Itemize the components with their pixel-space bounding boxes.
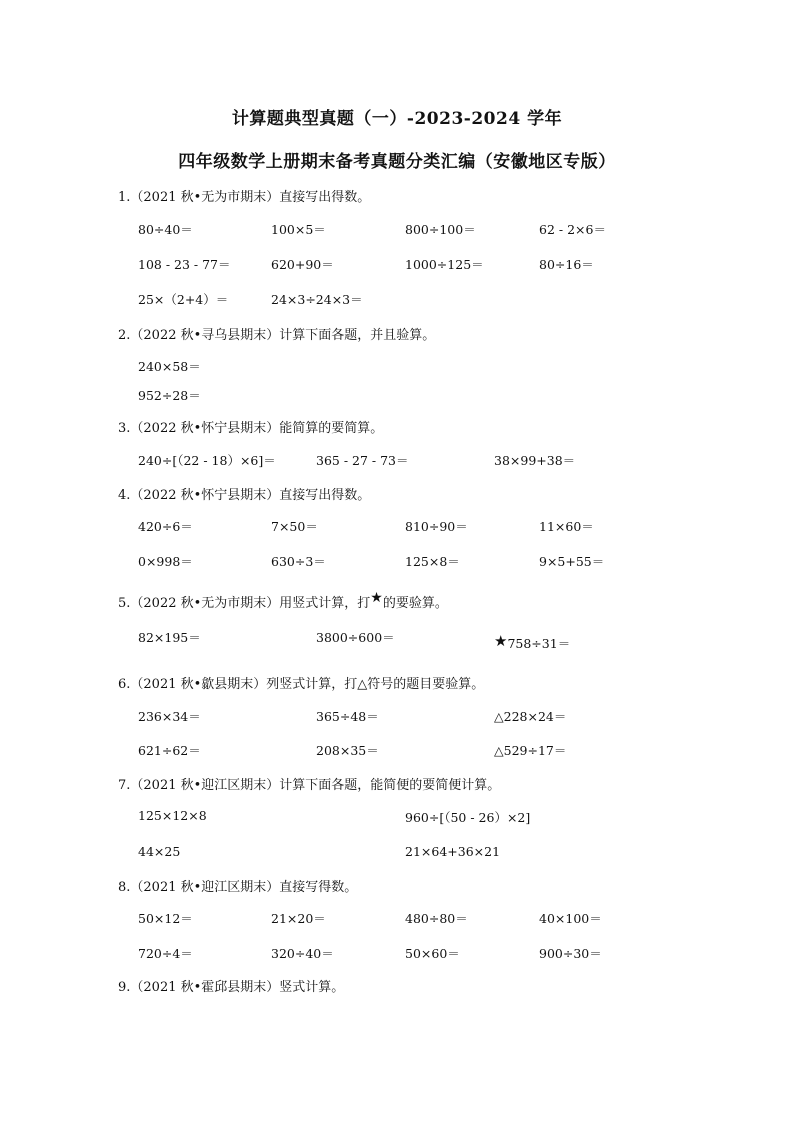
question-1-row-2 (0, 255, 794, 275)
question-9-label: 9.（2021 秋•霍邱县期末）竖式计算。 (118, 980, 345, 995)
problem: 50×12＝ (138, 911, 193, 926)
problem: 80÷40＝ (138, 222, 193, 237)
question-2-row-2 (0, 386, 794, 406)
problem: 40×100＝ (539, 911, 602, 926)
question-1-row-3 (0, 290, 794, 310)
problem: 240÷[（22 - 18）×6]＝ (138, 453, 276, 468)
problem-starred (494, 634, 570, 652)
problem: 9×5+55＝ (539, 554, 605, 569)
problem: 630÷3＝ (271, 554, 326, 569)
problem: 44×25 (138, 844, 181, 859)
problem: 800÷100＝ (405, 222, 476, 237)
question-6-row-1 (0, 707, 794, 727)
question-6-row-2 (0, 741, 794, 761)
question-8-row-1 (0, 909, 794, 929)
question-2-label: 2.（2022 秋•寻乌县期末）计算下面各题，并且验算。 (118, 328, 436, 343)
question-3-label: 3.（2022 秋•怀宁县期末）能简算的要简算。 (118, 421, 384, 436)
problem: 38×99+38＝ (494, 453, 576, 468)
question-1-row-1 (0, 220, 794, 240)
question-6-label: 6.（2021 秋•歙县期末）列竖式计算，打△符号的题目要验算。 (118, 677, 485, 692)
question-3-row-1 (0, 451, 794, 471)
question-7-row-1 (0, 808, 794, 828)
title-line-2: 四年级数学上册期末备考真题分类汇编（安徽地区专版） (178, 152, 616, 172)
problem: 21×20＝ (271, 911, 326, 926)
problem: 62 - 2×6＝ (539, 222, 606, 237)
problem: 125×12×8 (138, 808, 207, 823)
question-7-label: 7.（2021 秋•迎江区期末）计算下面各题，能简便的要简便计算。 (118, 778, 501, 793)
problem: △228×24＝ (494, 709, 567, 724)
star-icon: ★ (370, 590, 383, 606)
problem: 125×8＝ (405, 554, 460, 569)
question-5-label-text-end: 的要验算。 (382, 596, 448, 611)
problem: 420÷6＝ (138, 519, 193, 534)
problem: 208×35＝ (316, 743, 379, 758)
problem: 236×34＝ (138, 709, 201, 724)
problem: 320÷40＝ (271, 946, 334, 961)
problem: 620+90＝ (271, 257, 334, 272)
problem: 952÷28＝ (138, 388, 201, 403)
problem: 108 - 23 - 77＝ (138, 257, 231, 272)
question-8-label: 8.（2021 秋•迎江区期末）直接写得数。 (118, 880, 358, 895)
question-5-row-1 (0, 628, 794, 651)
problem: 24×3÷24×3＝ (271, 292, 363, 307)
question-5-label (118, 592, 448, 611)
question-2-row-1 (0, 357, 794, 377)
question-4-label: 4.（2022 秋•怀宁县期末）直接写出得数。 (118, 488, 371, 503)
problem: 365 - 27 - 73＝ (316, 453, 409, 468)
problem: 7×50＝ (271, 519, 318, 534)
problem: 240×58＝ (138, 359, 201, 374)
problem: 900÷30＝ (539, 946, 602, 961)
problem: 758÷31＝ (507, 636, 571, 651)
question-8-row-2 (0, 944, 794, 964)
question-1-label: 1.（2021 秋•无为市期末）直接写出得数。 (118, 190, 371, 205)
problem: 720÷4＝ (138, 946, 193, 961)
problem: 365÷48＝ (316, 709, 379, 724)
problem: 100×5＝ (271, 222, 326, 237)
problem: △529÷17＝ (494, 743, 567, 758)
problem: 1000÷125＝ (405, 257, 484, 272)
star-icon: ★ (494, 632, 508, 650)
problem: 621÷62＝ (138, 743, 201, 758)
title-line-1: 计算题典型真题（一）-2023-2024 学年 (231, 109, 563, 129)
problem: 0×998＝ (138, 554, 193, 569)
problem: 11×60＝ (539, 519, 594, 534)
question-7-row-2 (0, 844, 794, 864)
problem: 25×（2+4）＝ (138, 292, 229, 307)
problem: 480÷80＝ (405, 911, 468, 926)
question-4-row-2 (0, 552, 794, 572)
problem: 82×195＝ (138, 630, 201, 645)
question-4-row-1 (0, 517, 794, 537)
problem: 21×64+36×21 (405, 844, 501, 859)
problem: 3800÷600＝ (316, 630, 395, 645)
problem: 50×60＝ (405, 946, 460, 961)
problem: 80÷16＝ (539, 257, 594, 272)
problem: 960÷[（50 - 26）×2] (405, 810, 531, 825)
question-5-label-text: 5.（2022 秋•无为市期末）用竖式计算，打 (118, 596, 371, 611)
problem: 810÷90＝ (405, 519, 468, 534)
